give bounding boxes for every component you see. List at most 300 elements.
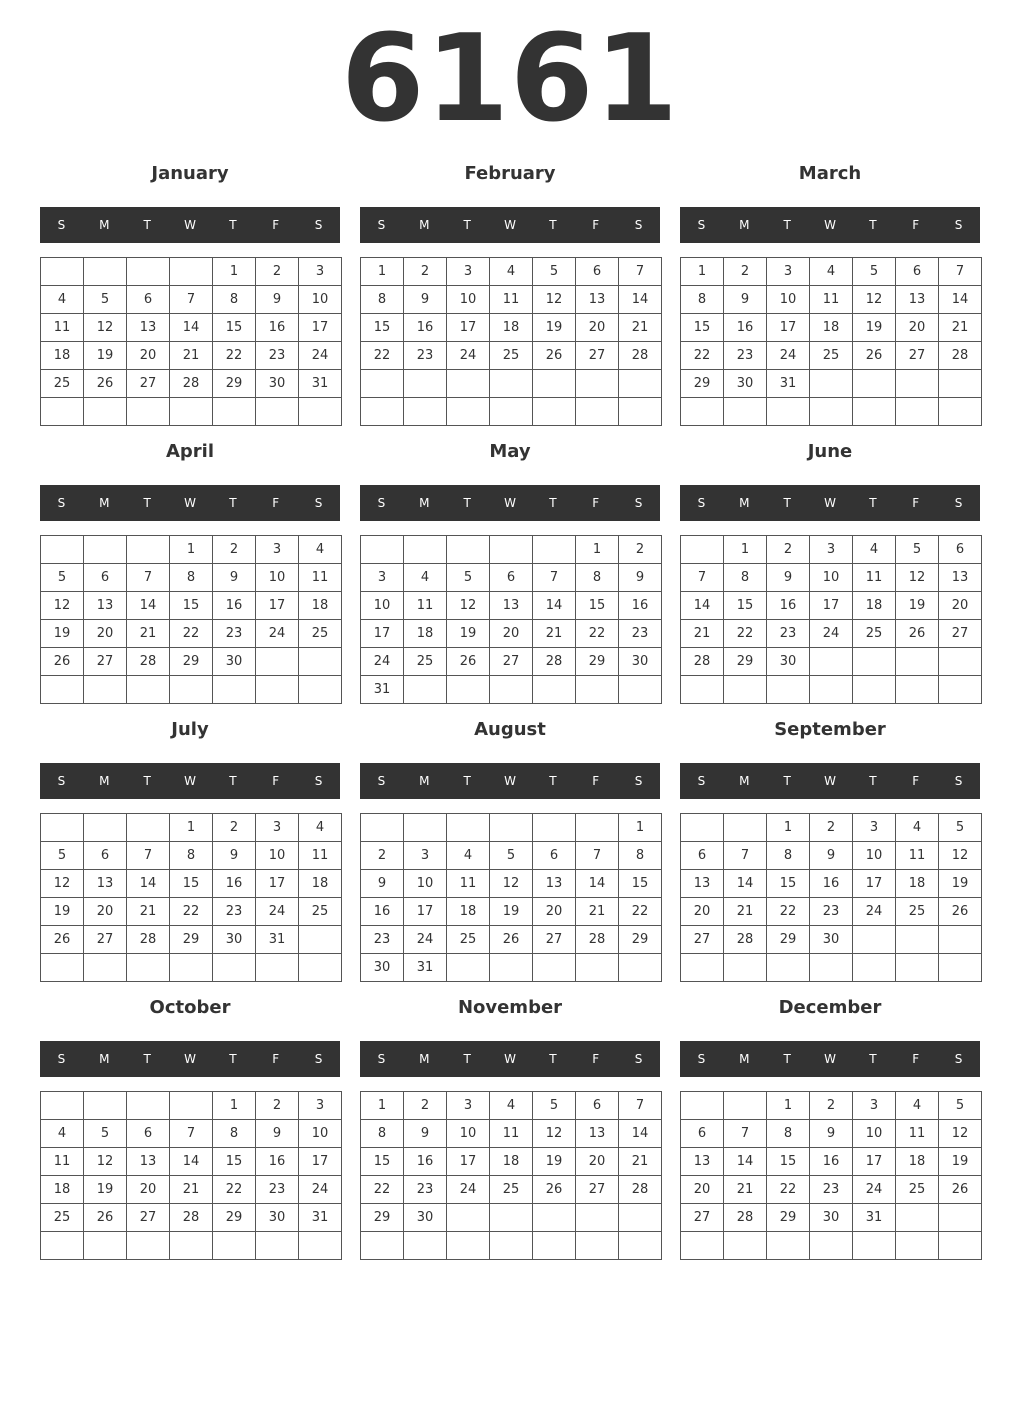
day-cell: 16 — [767, 592, 810, 620]
weekday-header — [40, 485, 340, 521]
day-cell: 14 — [724, 870, 767, 898]
day-cell: 22 — [213, 342, 256, 370]
day-cell: 5 — [533, 258, 576, 286]
week-row — [681, 1232, 982, 1260]
day-cell: 30 — [767, 648, 810, 676]
weekday-label: S — [954, 1052, 963, 1066]
day-cell: 21 — [724, 1176, 767, 1204]
day-cell: 29 — [724, 648, 767, 676]
day-cell — [619, 676, 662, 704]
day-cell: 20 — [127, 1176, 170, 1204]
day-cell: 4 — [853, 536, 896, 564]
day-cell — [170, 1092, 213, 1120]
month-october — [40, 994, 340, 1272]
day-cell: 13 — [127, 1148, 170, 1176]
day-cell: 13 — [84, 592, 127, 620]
day-cell: 20 — [490, 620, 533, 648]
day-cell: 31 — [299, 1204, 342, 1232]
day-cell: 5 — [447, 564, 490, 592]
day-cell: 12 — [939, 842, 982, 870]
day-cell: 23 — [767, 620, 810, 648]
day-cell: 7 — [619, 258, 662, 286]
day-cell: 29 — [170, 926, 213, 954]
week-row — [41, 898, 342, 926]
days-table — [360, 813, 662, 982]
day-cell — [767, 676, 810, 704]
weekday-label: S — [377, 1052, 386, 1066]
weekday-header — [40, 1041, 340, 1077]
day-cell: 10 — [404, 870, 447, 898]
weekday-label: T — [549, 1052, 557, 1066]
month-title: September — [774, 719, 886, 740]
day-cell — [853, 370, 896, 398]
day-cell: 12 — [447, 592, 490, 620]
day-cell: 2 — [810, 814, 853, 842]
day-cell: 20 — [576, 314, 619, 342]
day-cell: 23 — [810, 1176, 853, 1204]
week-row — [681, 258, 982, 286]
day-cell: 11 — [490, 1120, 533, 1148]
week-row — [41, 286, 342, 314]
week-row — [681, 370, 982, 398]
day-cell — [84, 1232, 127, 1260]
month-december — [680, 994, 980, 1272]
weekday-label: S — [634, 1052, 643, 1066]
day-cell — [810, 1232, 853, 1260]
day-cell: 21 — [939, 314, 982, 342]
day-cell: 12 — [84, 314, 127, 342]
week-row — [41, 564, 342, 592]
day-cell: 9 — [404, 1120, 447, 1148]
day-cell: 4 — [41, 1120, 84, 1148]
week-row — [681, 620, 982, 648]
day-cell: 2 — [213, 536, 256, 564]
day-cell — [619, 954, 662, 982]
weekday-label: W — [824, 218, 836, 232]
day-cell — [896, 926, 939, 954]
day-cell: 1 — [767, 814, 810, 842]
day-cell: 3 — [447, 1092, 490, 1120]
weekday-label: M — [99, 774, 110, 788]
day-cell — [810, 370, 853, 398]
day-cell — [84, 676, 127, 704]
days-table — [680, 813, 982, 982]
day-cell — [576, 370, 619, 398]
day-cell: 5 — [853, 258, 896, 286]
day-cell: 15 — [767, 1148, 810, 1176]
day-cell: 29 — [681, 370, 724, 398]
week-row — [681, 1204, 982, 1232]
day-cell: 17 — [256, 592, 299, 620]
day-cell: 29 — [767, 1204, 810, 1232]
day-cell: 3 — [767, 258, 810, 286]
weekday-label: F — [912, 496, 920, 510]
day-cell — [361, 536, 404, 564]
day-cell — [533, 814, 576, 842]
day-cell: 9 — [256, 286, 299, 314]
day-cell — [681, 814, 724, 842]
day-cell: 5 — [939, 814, 982, 842]
day-cell — [41, 676, 84, 704]
day-cell: 16 — [213, 870, 256, 898]
day-cell: 18 — [404, 620, 447, 648]
day-cell — [853, 926, 896, 954]
day-cell: 15 — [361, 314, 404, 342]
day-cell — [213, 676, 256, 704]
day-cell — [810, 676, 853, 704]
day-cell — [724, 1232, 767, 1260]
week-row — [361, 1204, 662, 1232]
week-row — [361, 898, 662, 926]
day-cell: 12 — [939, 1120, 982, 1148]
weekday-header — [360, 207, 660, 243]
day-cell: 14 — [127, 592, 170, 620]
day-cell — [213, 954, 256, 982]
day-cell — [256, 648, 299, 676]
week-row — [361, 370, 662, 398]
day-cell — [41, 954, 84, 982]
day-cell — [576, 814, 619, 842]
week-row — [41, 676, 342, 704]
day-cell: 8 — [361, 286, 404, 314]
week-row — [41, 592, 342, 620]
day-cell: 19 — [84, 342, 127, 370]
day-cell: 18 — [810, 314, 853, 342]
day-cell: 7 — [576, 842, 619, 870]
day-cell — [299, 648, 342, 676]
day-cell — [170, 676, 213, 704]
day-cell: 17 — [256, 870, 299, 898]
weekday-label: T — [143, 774, 151, 788]
day-cell: 9 — [767, 564, 810, 592]
day-cell: 1 — [681, 258, 724, 286]
day-cell: 15 — [767, 870, 810, 898]
month-title: December — [778, 997, 882, 1018]
day-cell: 7 — [939, 258, 982, 286]
month-november — [360, 994, 660, 1272]
weekday-label: M — [99, 496, 110, 510]
day-cell: 19 — [84, 1176, 127, 1204]
week-row — [41, 954, 342, 982]
day-cell — [299, 676, 342, 704]
day-cell: 13 — [533, 870, 576, 898]
week-row — [41, 1148, 342, 1176]
week-row — [681, 1092, 982, 1120]
month-title: February — [464, 163, 556, 184]
day-cell: 13 — [681, 1148, 724, 1176]
weekday-label: T — [783, 774, 791, 788]
calendar-grid — [40, 160, 980, 1272]
day-cell: 16 — [724, 314, 767, 342]
day-cell — [447, 536, 490, 564]
day-cell: 8 — [681, 286, 724, 314]
day-cell: 22 — [170, 620, 213, 648]
weekday-label: M — [419, 496, 430, 510]
day-cell: 1 — [576, 536, 619, 564]
day-cell: 3 — [256, 814, 299, 842]
day-cell — [299, 398, 342, 426]
day-cell — [404, 370, 447, 398]
weekday-header — [360, 1041, 660, 1077]
day-cell: 2 — [724, 258, 767, 286]
day-cell — [724, 1092, 767, 1120]
day-cell: 8 — [619, 842, 662, 870]
day-cell — [810, 398, 853, 426]
day-cell: 16 — [361, 898, 404, 926]
day-cell: 19 — [41, 620, 84, 648]
day-cell: 11 — [896, 842, 939, 870]
day-cell: 18 — [896, 870, 939, 898]
day-cell: 29 — [213, 370, 256, 398]
day-cell — [896, 676, 939, 704]
day-cell: 23 — [619, 620, 662, 648]
day-cell: 27 — [681, 926, 724, 954]
weekday-label: S — [954, 774, 963, 788]
day-cell: 27 — [490, 648, 533, 676]
weekday-label: M — [739, 774, 750, 788]
day-cell: 30 — [810, 926, 853, 954]
weekday-label: T — [229, 1052, 237, 1066]
day-cell: 27 — [127, 1204, 170, 1232]
day-cell — [213, 398, 256, 426]
day-cell: 11 — [299, 564, 342, 592]
weekday-label: F — [592, 218, 600, 232]
day-cell: 10 — [361, 592, 404, 620]
weekday-label: T — [549, 774, 557, 788]
day-cell — [490, 398, 533, 426]
day-cell: 30 — [213, 648, 256, 676]
day-cell: 6 — [533, 842, 576, 870]
day-cell: 4 — [404, 564, 447, 592]
day-cell — [170, 1232, 213, 1260]
day-cell: 30 — [724, 370, 767, 398]
day-cell — [939, 370, 982, 398]
day-cell: 17 — [361, 620, 404, 648]
day-cell: 26 — [939, 898, 982, 926]
month-title: October — [149, 997, 231, 1018]
day-cell — [896, 370, 939, 398]
day-cell: 18 — [490, 1148, 533, 1176]
week-row — [41, 1092, 342, 1120]
day-cell: 5 — [84, 1120, 127, 1148]
day-cell: 14 — [127, 870, 170, 898]
weekday-header — [680, 207, 980, 243]
weekday-label: M — [739, 1052, 750, 1066]
day-cell: 27 — [939, 620, 982, 648]
day-cell: 26 — [939, 1176, 982, 1204]
day-cell — [41, 1232, 84, 1260]
day-cell: 7 — [127, 842, 170, 870]
day-cell: 30 — [256, 1204, 299, 1232]
day-cell: 7 — [127, 564, 170, 592]
day-cell — [361, 370, 404, 398]
day-cell: 16 — [810, 1148, 853, 1176]
week-row — [681, 954, 982, 982]
day-cell: 12 — [533, 286, 576, 314]
week-row — [41, 620, 342, 648]
weekday-label: F — [592, 496, 600, 510]
day-cell — [853, 954, 896, 982]
day-cell — [299, 1232, 342, 1260]
day-cell: 17 — [810, 592, 853, 620]
day-cell: 6 — [681, 1120, 724, 1148]
weekday-header — [40, 207, 340, 243]
week-row — [361, 398, 662, 426]
day-cell: 6 — [576, 258, 619, 286]
week-row — [361, 648, 662, 676]
day-cell — [84, 1092, 127, 1120]
weekday-label: S — [377, 496, 386, 510]
day-cell: 31 — [256, 926, 299, 954]
day-cell — [533, 398, 576, 426]
day-cell: 7 — [533, 564, 576, 592]
day-cell: 9 — [213, 564, 256, 592]
day-cell: 9 — [724, 286, 767, 314]
day-cell: 6 — [490, 564, 533, 592]
weekday-label: M — [99, 1052, 110, 1066]
day-cell: 11 — [810, 286, 853, 314]
day-cell: 16 — [810, 870, 853, 898]
day-cell — [404, 398, 447, 426]
weekday-label: S — [697, 774, 706, 788]
weekday-label: S — [697, 218, 706, 232]
day-cell: 28 — [576, 926, 619, 954]
day-cell: 26 — [490, 926, 533, 954]
day-cell: 1 — [170, 814, 213, 842]
day-cell: 22 — [361, 1176, 404, 1204]
day-cell: 9 — [810, 842, 853, 870]
day-cell: 19 — [896, 592, 939, 620]
day-cell: 26 — [41, 926, 84, 954]
weekday-header — [680, 1041, 980, 1077]
day-cell: 21 — [533, 620, 576, 648]
days-table — [680, 257, 982, 426]
week-row — [681, 648, 982, 676]
day-cell: 8 — [170, 842, 213, 870]
day-cell: 28 — [170, 1204, 213, 1232]
week-row — [361, 314, 662, 342]
month-title: August — [474, 719, 546, 740]
day-cell: 15 — [681, 314, 724, 342]
day-cell — [447, 398, 490, 426]
day-cell — [853, 398, 896, 426]
weekday-label: W — [504, 218, 516, 232]
day-cell: 15 — [576, 592, 619, 620]
day-cell: 26 — [896, 620, 939, 648]
day-cell: 28 — [127, 926, 170, 954]
day-cell: 16 — [404, 1148, 447, 1176]
weekday-label: M — [739, 218, 750, 232]
day-cell — [490, 814, 533, 842]
week-row — [361, 620, 662, 648]
days-table — [680, 535, 982, 704]
day-cell: 26 — [853, 342, 896, 370]
day-cell — [127, 398, 170, 426]
weekday-label: W — [504, 1052, 516, 1066]
day-cell: 21 — [127, 620, 170, 648]
day-cell: 25 — [299, 898, 342, 926]
day-cell: 17 — [299, 314, 342, 342]
day-cell: 25 — [41, 370, 84, 398]
weekday-label: S — [954, 496, 963, 510]
weekday-label: F — [912, 1052, 920, 1066]
day-cell: 18 — [299, 870, 342, 898]
weekday-label: T — [229, 496, 237, 510]
day-cell — [84, 954, 127, 982]
month-january — [40, 160, 340, 438]
day-cell: 1 — [361, 1092, 404, 1120]
week-row — [681, 314, 982, 342]
day-cell — [490, 676, 533, 704]
weekday-label: T — [143, 1052, 151, 1066]
day-cell: 20 — [533, 898, 576, 926]
day-cell — [810, 648, 853, 676]
days-table — [40, 813, 342, 982]
day-cell: 16 — [256, 314, 299, 342]
day-cell: 4 — [810, 258, 853, 286]
day-cell: 25 — [810, 342, 853, 370]
day-cell: 30 — [256, 370, 299, 398]
day-cell: 25 — [853, 620, 896, 648]
day-cell: 23 — [724, 342, 767, 370]
weekday-label: F — [592, 774, 600, 788]
day-cell — [619, 1232, 662, 1260]
day-cell: 14 — [170, 314, 213, 342]
day-cell: 1 — [361, 258, 404, 286]
weekday-label: M — [419, 1052, 430, 1066]
weekday-label: W — [184, 496, 196, 510]
day-cell: 24 — [256, 620, 299, 648]
day-cell: 7 — [619, 1092, 662, 1120]
day-cell: 30 — [619, 648, 662, 676]
day-cell: 29 — [361, 1204, 404, 1232]
day-cell: 27 — [84, 926, 127, 954]
day-cell: 20 — [127, 342, 170, 370]
day-cell: 25 — [490, 342, 533, 370]
day-cell: 27 — [576, 1176, 619, 1204]
day-cell: 13 — [681, 870, 724, 898]
day-cell: 26 — [84, 370, 127, 398]
days-table — [360, 257, 662, 426]
day-cell: 18 — [41, 342, 84, 370]
day-cell: 6 — [896, 258, 939, 286]
day-cell — [939, 1204, 982, 1232]
day-cell: 13 — [127, 314, 170, 342]
month-title: April — [165, 441, 215, 462]
day-cell: 10 — [767, 286, 810, 314]
day-cell: 26 — [41, 648, 84, 676]
day-cell: 4 — [490, 258, 533, 286]
week-row — [41, 842, 342, 870]
day-cell — [939, 676, 982, 704]
month-june — [680, 438, 980, 716]
day-cell — [404, 814, 447, 842]
day-cell — [127, 536, 170, 564]
day-cell: 31 — [767, 370, 810, 398]
week-row — [361, 954, 662, 982]
day-cell: 3 — [810, 536, 853, 564]
day-cell: 21 — [724, 898, 767, 926]
day-cell: 29 — [619, 926, 662, 954]
week-row — [41, 870, 342, 898]
day-cell — [533, 1232, 576, 1260]
day-cell: 17 — [299, 1148, 342, 1176]
day-cell: 10 — [853, 1120, 896, 1148]
day-cell: 1 — [767, 1092, 810, 1120]
day-cell: 20 — [681, 898, 724, 926]
day-cell: 14 — [576, 870, 619, 898]
weekday-label: W — [824, 1052, 836, 1066]
